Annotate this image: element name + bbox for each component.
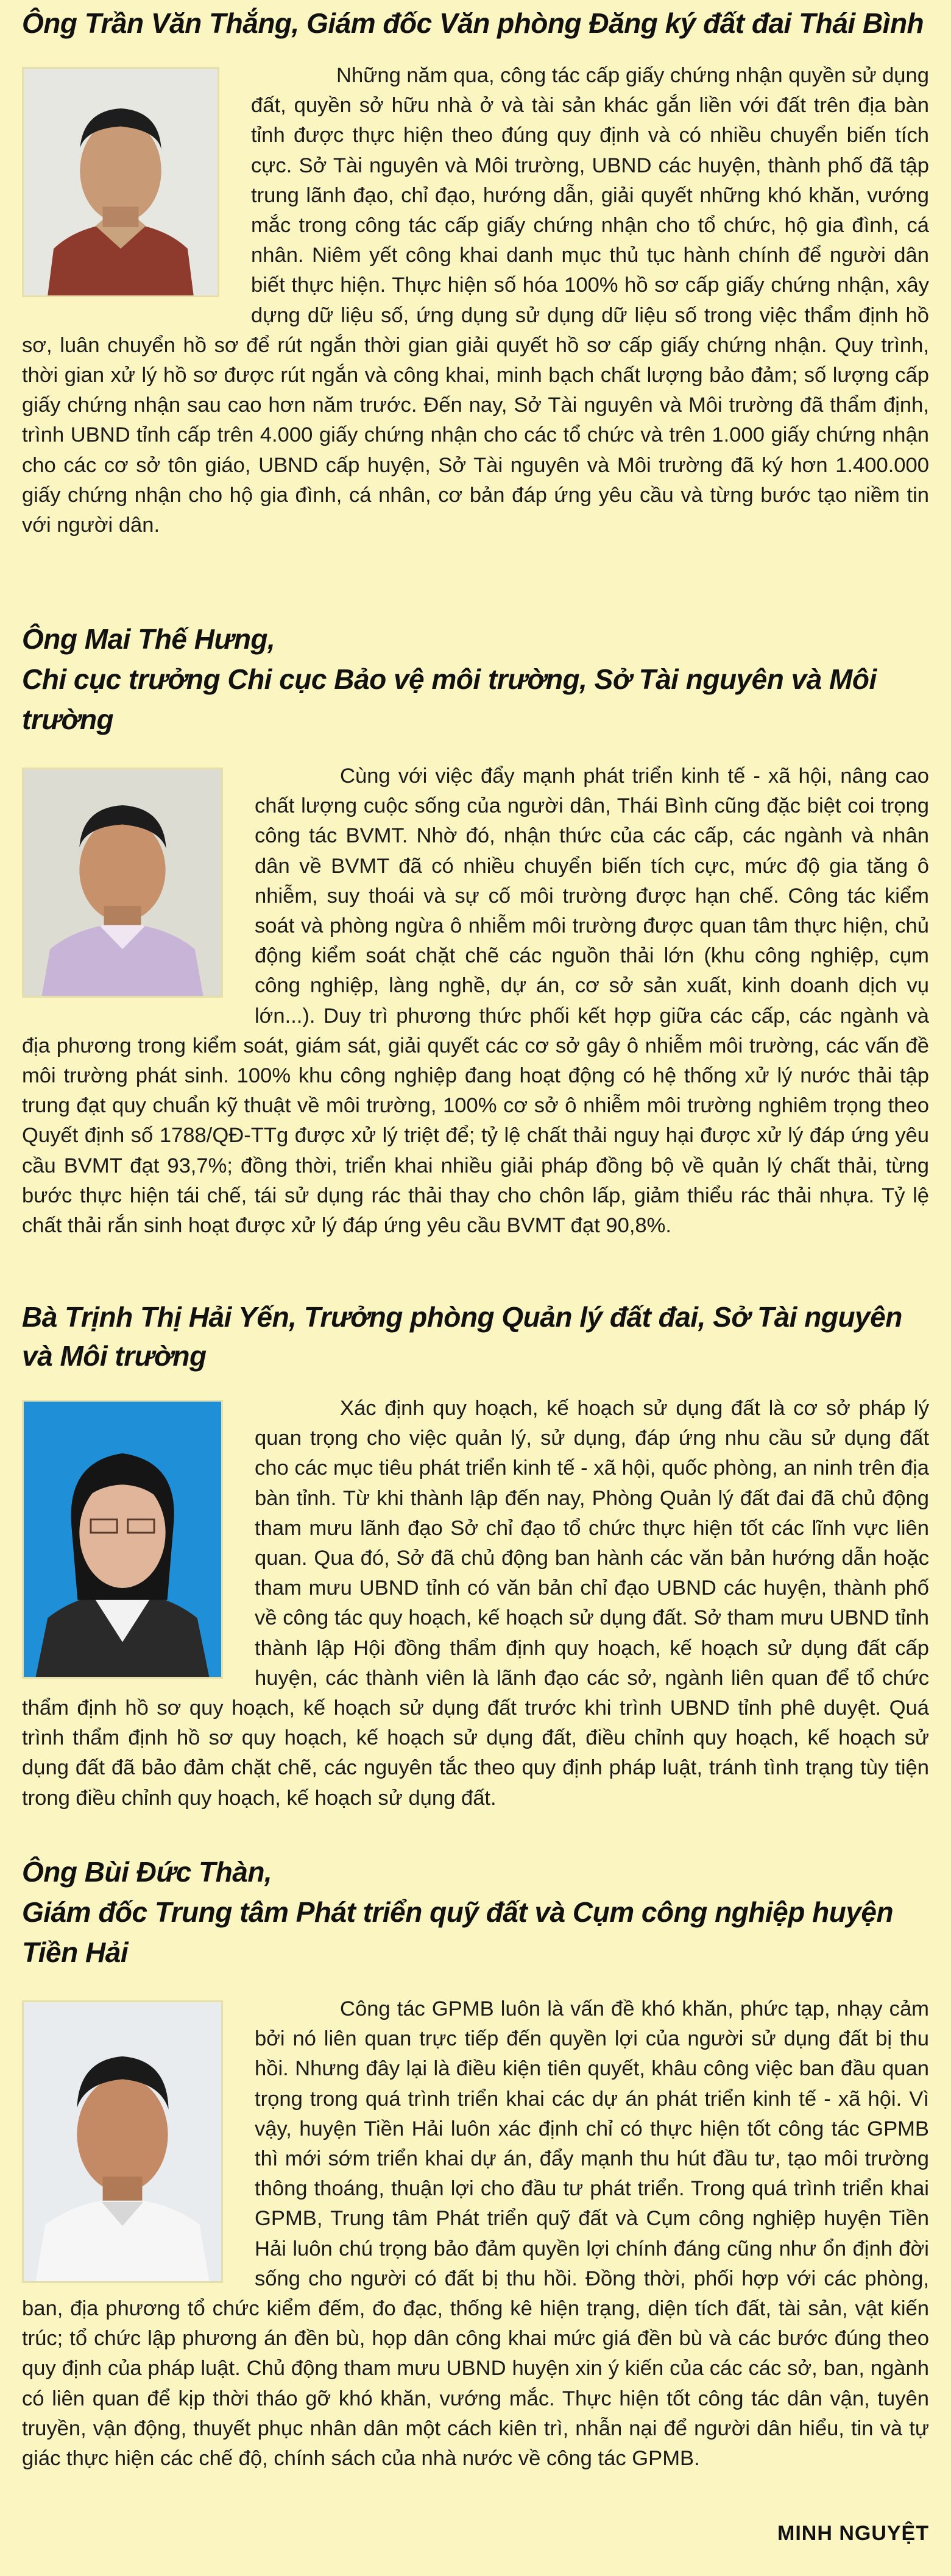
interview-section-3 (22, 1297, 929, 1813)
body-paragraph: Xác định quy hoạch, kế hoạch sử dụng đất là cơ sở pháp lý quan trọng cho việc quản lý, sử dụng, đáp ứng nhu cầu sử dụng đất cho các mục tiêu phát triển kinh tế - xã hội, quốc phòng, an ninh trên địa bàn tỉnh. Từ khi thành lập đến nay, Phòng Quản lý đất đai đã chủ động tham mưu lãnh đạo Sở chỉ đạo tổ chức thực hiện tốt các lĩnh vực liên quan. Qua đó, Sở đã chủ động ban hành các văn bản hướng dẫn hoặc tham mưu UBND tỉnh có văn bản chỉ đạo UBND các huyện, thành phố về công tác quy hoạch, kế hoạch sử dụng đất. Sở tham mưu UBND tỉnh thành lập Hội đồng thẩm định quy hoạch, kế hoạch sử dụng đất cấp huyện, các thành viên là lãnh đạo các sở, ngành liên quan để tổ chức thẩm định hồ sơ quy hoạch, kế hoạch sử dụng đất trước khi trình UBND tỉnh phê duyệt. Quá trình thẩm định hồ sơ quy hoạch, kế hoạch sử dụng đất, điều chỉnh quy hoạch, kế hoạch sử dụng đất đã bảo đảm chặt chẽ, các nguyên tắc theo quy định pháp luật, tránh tình trạng tùy tiện trong điều chỉnh quy hoạch, kế hoạch sử dụng đất. (22, 1397, 929, 1810)
section-body (22, 1994, 929, 2474)
interview-section-2 (22, 619, 929, 1241)
section-body (22, 61, 929, 540)
portrait-photo-bui-duc-than (22, 2000, 223, 2283)
section-heading: Bà Trịnh Thị Hải Yến, Trưởng phòng Quản lý đất đai, Sở Tài nguyên và Môi trường (22, 1301, 902, 1372)
section-heading-line2: Giám đốc Trung tâm Phát triển quỹ đất và Cụm công nghiệp huyện Tiền Hải (22, 1896, 894, 1968)
portrait-photo-tran-van-thang (22, 67, 219, 297)
section-heading: Ông Mai Thế Hưng, (22, 623, 275, 655)
body-paragraph: Công tác GPMB luôn là vấn đề khó khăn, phức tạp, nhạy cảm bởi nó liên quan trực tiếp đến quyền lợi của người sử dụng đất bị thu hồi. Nhưng đây lại là điều kiện tiên quyết, khâu công việc ban đầu quan trọng trong quá trình triển khai các dự án phát triển kinh tế - xã hội. Vì vậy, huyện Tiền Hải luôn xác định chỉ có thực hiện tốt công tác GPMB thì mới sớm triển khai dự án, đẩy mạnh thu hút đầu tư, tạo môi trường thông thoáng, thuận lợi cho đầu tư phát triển. Trong quá trình triển khai GPMB, Trung tâm Phát triển quỹ đất và Cụm công nghiệp huyện Tiền Hải luôn chú trọng bảo đảm quyền lợi chính đáng cũng như ổn định đời sống cho người có đất bị thu hồi. Đồng thời, phối hợp với các phòng, ban, địa phương tổ chức kiểm đếm, đo đạc, thống kê hiện trạng, diện tích đất, tài sản, vật kiến trúc; tổ chức lập phương án đền bù, họp dân công khai mức giá đền bù và các bước đúng theo quy định của pháp luật. Chủ động tham mưu UBND huyện xin ý kiến của các các sở, ban, ngành có liên quan để kịp thời tháo gỡ khó khăn, vướng mắc. Thực hiện tốt công tác dân vận, tuyên truyền, vận động, thuyết phục nhân dân một cách kiên trì, nhẫn nại để người dân hiểu, tin và tự giác thực hiện các chế độ, chính sách của nhà nước về công tác GPMB. (22, 1997, 929, 2471)
portrait-photo-trinh-thi-hai-yen (22, 1400, 223, 1679)
body-paragraph: Những năm qua, công tác cấp giấy chứng nhận quyền sử dụng đất, quyền sở hữu nhà ở và tài sản khác gắn liền với đất trên địa bàn tỉnh được thực hiện theo đúng quy định và có nhiều chuyển biến tích cực. Sở Tài nguyên và Môi trường, UBND các huyện, thành phố đã tập trung lãnh đạo, chỉ đạo, hướng dẫn, giải quyết những khó khăn, vướng mắc trong công tác cấp giấy chứng nhận cho tổ chức, hộ gia đình, cá nhân. Niêm yết công khai danh mục thủ tục hành chính để người dân biết thực hiện. Thực hiện số hóa 100% hồ sơ cấp giấy chứng nhận, xây dựng dữ liệu số, ứng dụng sử dụng dữ liệu số trong việc thẩm định hồ sơ, luân chuyển hồ sơ để rút ngắn thời gian giải quyết hồ sơ cấp giấy chứng nhận. Quy trình, thời gian xử lý hồ sơ được rút ngắn và công khai, minh bạch chất lượng bảo đảm; số lượng cấp giấy chứng nhận sau cao hơn năm trước. Đến nay, Sở Tài nguyên và Môi trường đã thẩm định, trình UBND tỉnh cấp trên 4.000 giấy chứng nhận cho các tổ chức và trên 1.000 giấy chứng nhận cho các cơ sở tôn giáo, UBND cấp huyện, Sở Tài nguyên và Môi trường đã ký hơn 1.400.000 giấy chứng nhận cho hộ gia đình, cá nhân, cơ bản đáp ứng yêu cầu và từng bước tạo niềm tin với người dân. (22, 64, 929, 537)
section-body (22, 1394, 929, 1813)
interview-section-1 (22, 4, 929, 540)
interview-section-4 (22, 1852, 929, 2474)
author-signature: MINH NGUYỆT (777, 2522, 929, 2545)
section-heading: Ông Bùi Đức Thàn, (22, 1856, 272, 1888)
section-heading-line2: Chi cục trưởng Chi cục Bảo vệ môi trường, Sở Tài nguyên và Môi trường (22, 663, 877, 735)
section-body (22, 761, 929, 1241)
portrait-photo-mai-the-hung (22, 768, 223, 998)
body-paragraph: Cùng với việc đẩy mạnh phát triển kinh tế - xã hội, nâng cao chất lượng cuộc sống của người dân, Thái Bình cũng đặc biệt coi trọng công tác BVMT. Nhờ đó, nhận thức của các cấp, các ngành và nhân dân về BVMT đã có nhiều chuyển biến tích cực, mức độ gia tăng ô nhiễm, suy thoái và sự cố môi trường được hạn chế. Công tác kiểm soát và phòng ngừa ô nhiễm môi trường được quan tâm thực hiện, chủ động kiểm soát chặt chẽ các nguồn thải lớn (khu công nghiệp, cụm công nghiệp, làng nghề, dự án, cơ sở sản xuất, kinh doanh dịch vụ lớn...). Duy trì phương thức phối kết hợp giữa các cấp, các ngành và địa phương trong kiểm soát, giám sát, giải quyết các cơ sở gây ô nhiễm môi trường, các vấn đề môi trường phát sinh. 100% khu công nghiệp đang hoạt động có hệ thống xử lý nước thải tập trung đạt quy chuẩn kỹ thuật về môi trường, 100% cơ sở ô nhiễm môi trường nghiêm trọng theo Quyết định số 1788/QĐ-TTg được xử lý triệt để; tỷ lệ chất thải nguy hại được xử lý đáp ứng yêu cầu BVMT đạt 93,7%; đồng thời, triển khai nhiều giải pháp đồng bộ về quản lý chất thải, từng bước thực hiện tái chế, tái sử dụng rác thải thay cho chôn lấp, giảm thiểu rác thải nhựa. Tỷ lệ chất thải rắn sinh hoạt được xử lý đáp ứng yêu cầu BVMT đạt 90,8%. (22, 764, 929, 1238)
section-heading: Ông Trần Văn Thắng, Giám đốc Văn phòng Đăng ký đất đai Thái Bình (22, 7, 924, 39)
